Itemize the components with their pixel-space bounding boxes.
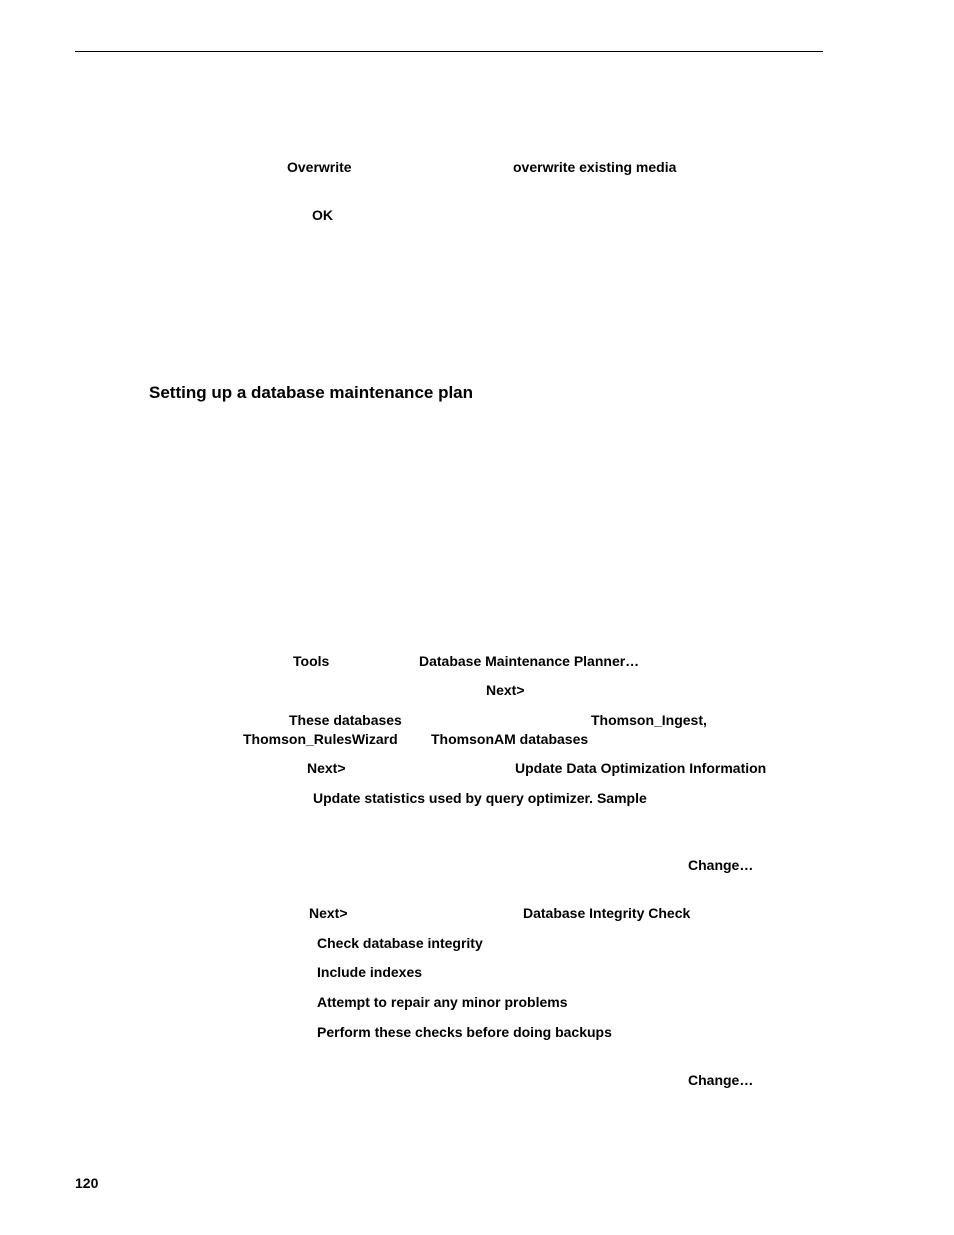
check-database-integrity-option: Check database integrity (317, 935, 483, 951)
database-integrity-check-label: Database Integrity Check (523, 905, 691, 921)
next-button-label-2: Next> (307, 760, 346, 776)
header-rule (75, 51, 823, 52)
tools-menu-label: Tools (293, 653, 330, 669)
include-indexes-option: Include indexes (317, 964, 423, 980)
maintenance-planner-menu-label: Database Maintenance Planner… (419, 653, 640, 669)
section-heading: Setting up a database maintenance plan (149, 383, 474, 402)
page-number: 120 (75, 1175, 99, 1191)
change-button-label-1: Change… (688, 857, 754, 873)
thomsonam-databases: ThomsonAM databases (431, 731, 589, 747)
update-data-optimization-label: Update Data Optimization Information (515, 760, 767, 776)
thomson-ingest-db: Thomson_Ingest, (591, 712, 707, 728)
ok-button-label: OK (312, 207, 333, 223)
next-button-label-1: Next> (486, 682, 525, 698)
next-button-label-3: Next> (309, 905, 348, 921)
thomson-ruleswizard-db: Thomson_RulesWizard (243, 731, 398, 747)
attempt-repair-option: Attempt to repair any minor problems (317, 994, 568, 1010)
overwrite-existing-media-option: overwrite existing media (513, 159, 677, 175)
overwrite-label: Overwrite (287, 159, 352, 175)
change-button-label-2: Change… (688, 1072, 754, 1088)
perform-checks-before-backups-option: Perform these checks before doing backups (317, 1024, 612, 1040)
these-databases-label: These databases (289, 712, 402, 728)
update-statistics-label: Update statistics used by query optimizer. Sample (313, 790, 647, 806)
